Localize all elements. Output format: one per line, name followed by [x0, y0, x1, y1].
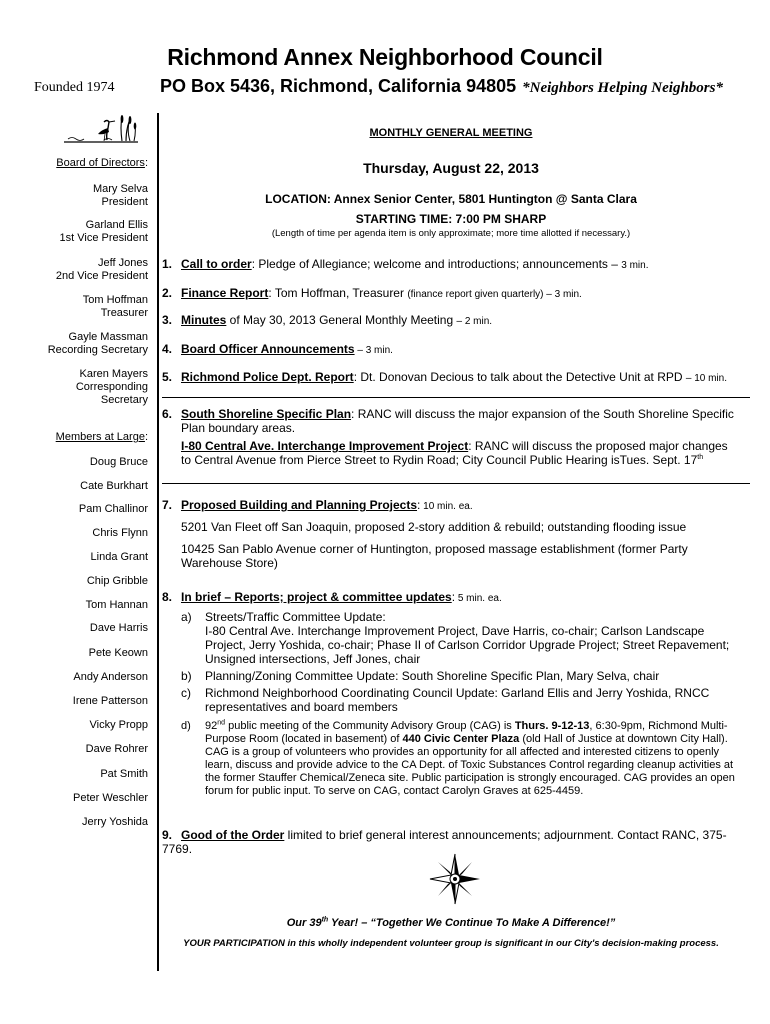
anniversary-line: Our 39th Year! – “Together We Continue To Make A Difference!”	[286, 916, 616, 929]
meeting-start-time: STARTING TIME: 7:00 PM SHARP	[355, 212, 547, 226]
compass-rose-icon	[428, 852, 482, 911]
officer-entry: Tom Hoffman Treasurer	[82, 294, 148, 319]
agenda-item: 8. In brief – Reports; project & committee updates: 5 min. ea. a) Streets/Traffic Committee Update: I-80 Central Ave. Interchange Improvement Project, Dave Harris, co-chair; Carlson Landscape Project, Jerry Yoshida, co-chair; Phase II of Carlson Corridor Upgrade Project; Street Repavement; Unsigned intersections, Jeff Jones, chair b) Planning/Zoning Committee Update: South Shoreline Specific Plan, Mary Selva, chair c) Richmond Neighborhood Coordinating Council Update: Garland Ellis and Jerry Yoshida, RNCC representatives and board members d) 92nd public meeting of the Community Advisory Group (CAG) is Thurs. 9-12-13, 6:30-9pm, Richmond Multi-Purpose Room (located in basement) of 440 Civic Center Plaza (old Hall of Justice at downtown City Hall). CAG is a group of volunteers who provides an opportunity for all affected and interested citizens to openly learn, discuss and provide advice to the CA Dept. of Toxic Substances Control regarding cleanup activities at the former Stauffer Chemical/Zeneca site. Public participation is strongly encouraged. CAG provides an open forum for public input. To serve on CAG, contact Carolyn Graves at 625-4459.	[162, 590, 735, 797]
meeting-date: Thursday, August 22, 2013	[363, 160, 539, 176]
meeting-note: (Length of time per agenda item is only approximate; more time allotted if necessary.)	[271, 228, 631, 239]
member-name: Linda Grant	[90, 551, 148, 563]
member-name: Chip Gribble	[86, 575, 148, 587]
po-box-address: PO Box 5436, Richmond, California 94805	[160, 76, 517, 96]
member-name: Cate Burkhart	[80, 480, 148, 492]
member-name: Pat Smith	[100, 768, 148, 780]
section-divider	[162, 483, 750, 484]
member-name: Dave Rohrer	[85, 743, 148, 755]
member-name: Pam Challinor	[78, 503, 148, 515]
officer-entry: Garland Ellis 1st Vice President	[59, 219, 148, 244]
heron-logo-icon	[60, 110, 140, 151]
founded-year: Founded 1974	[34, 80, 115, 95]
board-heading: Board of Directors:	[56, 157, 148, 169]
member-name: Pete Keown	[88, 647, 148, 659]
agenda-item: 6. South Shoreline Specific Plan: RANC will discuss the major expansion of the South Shoreline Specific Plan boundary areas. I-80 Central Ave. Interchange Improvement Project: RANC will discuss the proposed major changes to Central Avenue from Pierce Street to Rydin Road; City Council Public Hearing isTues. Sept. 17th	[162, 407, 734, 467]
agenda-item: 4. Board Officer Announcements – 3 min.	[162, 342, 393, 356]
member-name: Andy Anderson	[73, 671, 148, 683]
member-name: Peter Weschler	[73, 792, 148, 804]
meeting-heading: MONTHLY GENERAL MEETING	[369, 127, 533, 139]
member-name: Tom Hannan	[85, 599, 148, 611]
agenda-item: 3. Minutes of May 30, 2013 General Monthly Meeting – 2 min.	[162, 313, 493, 327]
section-divider	[162, 397, 750, 398]
officer-entry: Mary Selva President	[92, 183, 148, 208]
member-name: Vicky Propp	[89, 719, 148, 731]
officer-entry: Karen Mayers Corresponding Secretary	[75, 368, 148, 406]
agenda-item: 5. Richmond Police Dept. Report: Dt. Donovan Decious to talk about the Detective Unit at RPD – 10 min.	[162, 370, 727, 384]
officer-entry: Gayle Massman Recording Secretary	[47, 331, 148, 356]
meeting-location: LOCATION: Annex Senior Center, 5801 Huntington @ Santa Clara	[265, 192, 637, 206]
member-name: Irene Patterson	[72, 695, 148, 707]
members-heading: Members at Large:	[55, 431, 148, 443]
member-name: Doug Bruce	[89, 456, 148, 468]
officer-entry: Jeff Jones 2nd Vice President	[55, 257, 148, 282]
member-name: Chris Flynn	[92, 527, 148, 539]
agenda-item: 1. Call to order: Pledge of Allegiance; welcome and introductions; announcements – 3 min.	[162, 257, 649, 271]
participation-note: YOUR PARTICIPATION in this wholly independent volunteer group is significant in our City's decision-making process.	[183, 938, 719, 949]
member-name: Dave Harris	[89, 622, 148, 634]
member-name: Jerry Yoshida	[81, 816, 148, 828]
council-title: Richmond Annex Neighborhood Council	[167, 44, 603, 70]
agenda-item: 7. Proposed Building and Planning Projects: 10 min. ea. 5201 Van Fleet off San Joaquin, proposed 2-story addition & rebuild; outstanding flooding issue 10425 San Pablo Avenue corner of Huntington, proposed massage establishment (former Party Warehouse Store)	[162, 498, 688, 570]
agenda-item: 2. Finance Report: Tom Hoffman, Treasurer (finance report given quarterly) – 3 min.	[162, 286, 582, 300]
slogan: *Neighbors Helping Neighbors*	[522, 80, 723, 96]
agenda-item: 9. Good of the Order limited to brief general interest announcements; adjournment. Contact RANC, 375-7769.	[162, 828, 727, 856]
sidebar-divider	[157, 113, 159, 971]
address-line	[160, 76, 723, 97]
